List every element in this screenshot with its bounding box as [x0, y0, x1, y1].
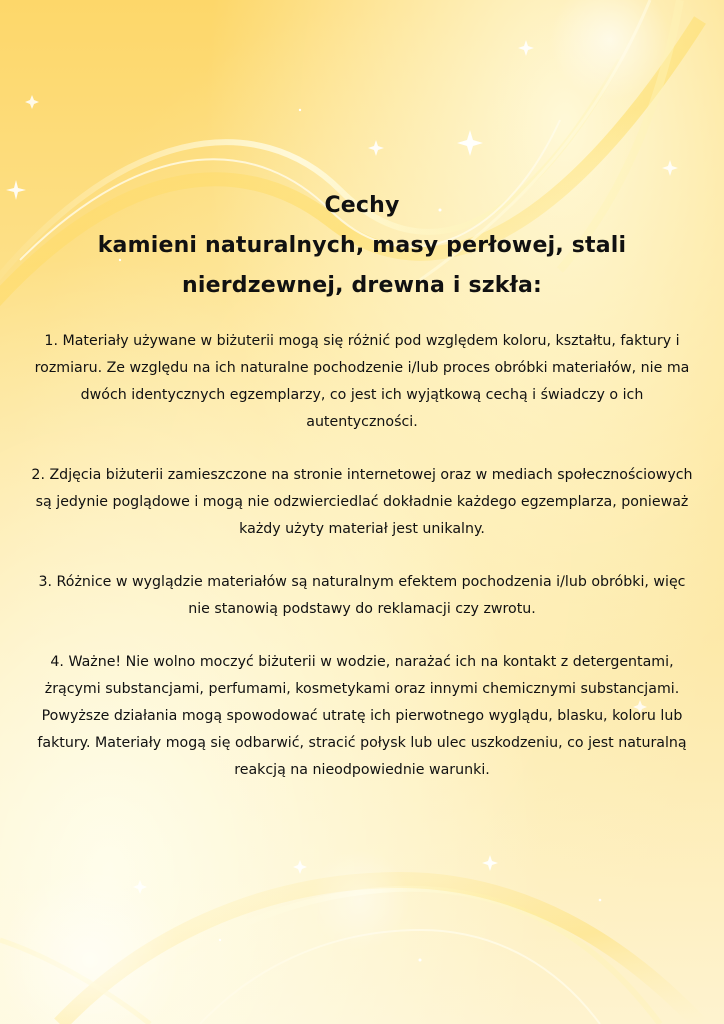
title-line: kamieni naturalnych, masy perłowej, stali — [97, 233, 627, 258]
paragraph-1: 1. Materiały używane w biżuterii mogą się różnić pod względem koloru, kształtu, faktury i rozmiaru. Ze względu na ich naturalne pochodzenie i/lub proces obróbki materiałów, nie ma dwóch identycznych egzemplarzy, co jest ich wyjątkową cechą i świadczy o ich autentyczności. — [34, 333, 690, 430]
paragraph-3: 3. Różnice w wyglądzie materiałów są naturalnym efektem pochodzenia i/lub obróbki, więc nie stanowią podstawy do reklamacji czy zwrotu. — [38, 574, 686, 617]
title-line: nierdzewnej, drewna i szkła: — [181, 273, 543, 298]
glow-spot — [0, 870, 180, 1024]
document-content — [30, 186, 694, 810]
swirl-bottom-3 — [200, 930, 600, 1024]
paragraph-4: 4. Ważne! Nie wolno moczyć biżuterii w wodzie, narażać ich na kontakt z detergentami, żrącymi substancjami, perfumami, kosmetykami oraz innymi chemicznymi substancjami. Powyższe działania mogą spowodować utratę ich pierwotnego wyglądu, blasku, koloru lub faktury. Materiały mogą się odbarwić, stracić połysk lub ulec uszkodzeniu, co jest naturalną reakcją na nieodpowiednie warunki. — [37, 654, 687, 778]
glow-spot — [310, 850, 410, 950]
document-title — [30, 186, 694, 306]
paragraph-2: 2. Zdjęcia biżuterii zamieszczone na stronie internetowej oraz w mediach społecznościowych są jedynie poglądowe i mogą nie odzwierciedlać dokładnie każdego egzemplarza, ponieważ każdy użyty materiał jest unikalny. — [31, 467, 693, 537]
title-line: Cechy — [324, 193, 400, 218]
